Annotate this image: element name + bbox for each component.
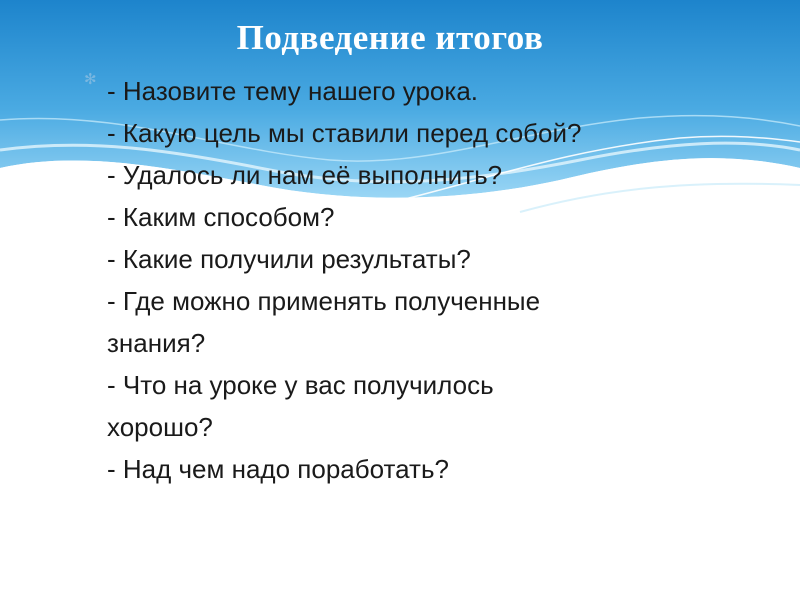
question-line: - Удалось ли нам её выполнить?: [107, 160, 503, 190]
question-line: - Где можно применять полученные: [107, 286, 541, 316]
asterisk-bullet-icon: ✻: [84, 70, 97, 88]
question-line: хорошо?: [107, 412, 213, 442]
question-line: - Какую цель мы ставили перед собой?: [107, 118, 582, 148]
question-line: - Каким способом?: [107, 202, 335, 232]
slide-title: Подведение итогов: [236, 18, 544, 57]
question-line: - Над чем надо поработать?: [107, 454, 449, 484]
question-list: [107, 70, 747, 490]
question-line: знания?: [107, 328, 206, 358]
question-line: - Какие получили результаты?: [107, 244, 471, 274]
question-line: - Назовите тему нашего урока.: [107, 76, 479, 106]
question-line: - Что на уроке у вас получилось: [107, 370, 494, 400]
